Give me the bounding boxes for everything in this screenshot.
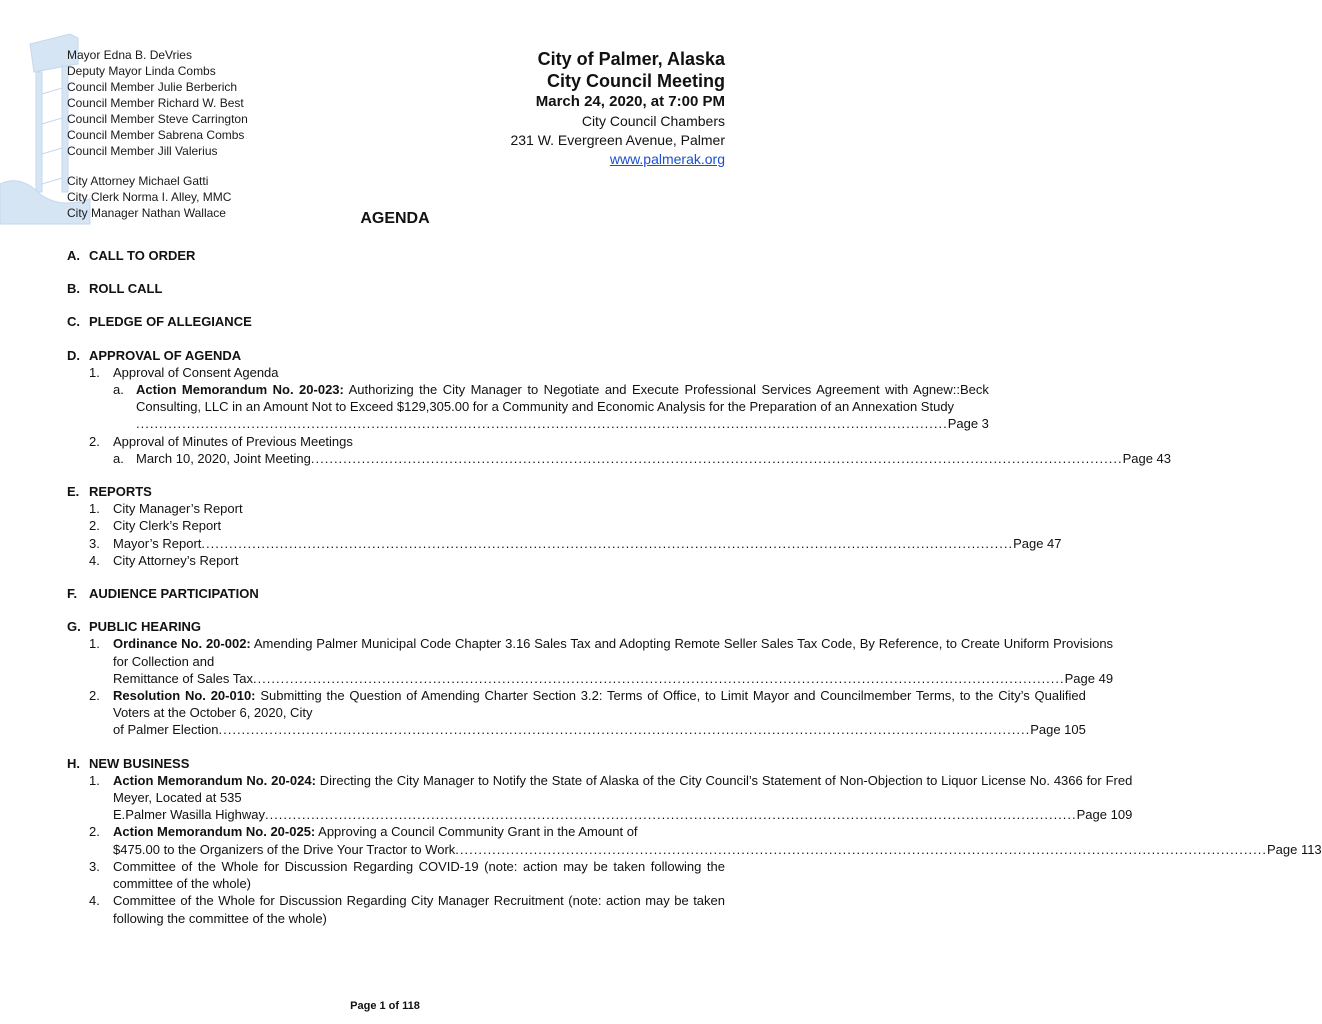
official-council-member: Council Member Steve Carrington — [67, 112, 248, 126]
section-title: NEW BUSINESS — [89, 755, 190, 771]
section-title: PLEDGE OF ALLEGIANCE — [89, 314, 252, 330]
agenda-item: 1. Action Memorandum No. 20-024: Directing the City Manager to Notify the State of Alaska of the City Council’s Statement of Non-Objection to Liquor License No. 4366 for Fred Meyer, Located at 535 E.Palmer Wasilla Highway ..... Page 109 — [89, 772, 725, 824]
agenda-title: AGENDA — [360, 210, 430, 227]
item-text-last-line: $475.00 to the Organizers of the Drive Your Tractor to Work — [113, 841, 456, 857]
item-text-last-line: of Palmer Election — [113, 722, 219, 738]
page-reference[interactable]: Page 49 — [1064, 670, 1114, 686]
item-bold-label: Action Memorandum No. 20-024: — [113, 772, 316, 788]
agenda-item: 2. Resolution No. 20-010: Submitting the Question of Amending Charter Section 3.2: Terms of Office, to Limit Mayor and Councilmember Terms, to the City’s Qualified Voters at the October 6, 2020, City of Palmer Election ..... Page 105 — [89, 687, 725, 739]
page-footer: Page 1 of 118 — [350, 1000, 420, 1012]
agenda-item: 2. City Clerk’s Report — [89, 517, 725, 534]
section-roll-call — [67, 280, 725, 297]
section-letter: H. — [67, 755, 80, 771]
official-council-member: Council Member Sabrena Combs — [67, 128, 245, 142]
section-public-hearing — [67, 618, 1114, 738]
item-text: Approval of Consent Agenda — [113, 364, 279, 380]
page-reference[interactable]: Page 43 — [1122, 450, 1172, 466]
item-bold-label: Ordinance No. 20-002: — [113, 636, 251, 652]
section-approval-of-agenda — [67, 347, 1172, 467]
item-text: Mayor’s Report — [113, 535, 202, 551]
item-text: Approving a Council Community Grant in the Amount of — [315, 824, 638, 840]
section-title: APPROVAL OF AGENDA — [89, 347, 242, 363]
meeting-date: March 24, 2020, at 7:00 PM — [535, 93, 725, 110]
item-text: Submitting the Question of Amending Charter Section 3.2: Terms of Office, to Limit Mayor and Councilmember Terms, to the City’s Qualified Voters at the October 6, 2020, City — [113, 688, 1086, 721]
section-call-to-order — [67, 247, 725, 264]
page-reference[interactable]: Page 47 — [1013, 535, 1062, 551]
item-text-last-line: Remittance of Sales Tax — [113, 670, 253, 686]
section-letter: A. — [67, 248, 80, 263]
agenda-item: 4. Committee of the Whole for Discussion Regarding City Manager Recruitment (note: action may be taken following the committee of the whole) — [89, 893, 725, 926]
officials-list — [67, 47, 248, 221]
agenda-item: 1. City Manager’s Report — [89, 500, 725, 517]
city-name: City of Palmer, Alaska — [537, 49, 725, 69]
item-text: Amending Palmer Municipal Code Chapter 3.16 Sales Tax and Adopting Remote Seller Sales Tax Code, By Reference, to Create Uniform Provisions for Collection and — [113, 636, 1114, 669]
item-text: City Clerk’s Report — [113, 518, 222, 534]
item-text: City Manager’s Report — [113, 501, 243, 517]
item-text: Approval of Minutes of Previous Meetings — [113, 433, 353, 449]
meeting-name: City Council Meeting — [546, 71, 725, 91]
official-city-manager: City Manager Nathan Wallace — [67, 206, 226, 220]
official-council-member: Council Member Julie Berberich — [67, 80, 238, 94]
section-audience-participation — [67, 585, 725, 602]
page-reference[interactable]: Page 109 — [1076, 807, 1133, 823]
official-mayor: Mayor Edna B. DeVries — [67, 48, 192, 62]
official-council-member: Council Member Richard W. Best — [67, 96, 244, 110]
section-title: REPORTS — [89, 484, 152, 500]
item-text: March 10, 2020, Joint Meeting — [136, 450, 311, 466]
item-text: City Attorney’s Report — [113, 552, 239, 568]
item-bold-label: Action Memorandum No. 20-023: — [136, 382, 344, 398]
section-title: PUBLIC HEARING — [89, 619, 201, 635]
page-reference[interactable]: Page 113 — [1266, 841, 1322, 857]
meeting-location: City Council Chambers — [581, 113, 725, 129]
official-council-member: Council Member Jill Valerius — [67, 144, 218, 158]
agenda-item: 4. City Attorney’s Report — [89, 552, 725, 569]
page-reference[interactable]: Page 3 — [947, 416, 989, 432]
item-text: Directing the City Manager to Notify the State of Alaska of the City Council’s Statement of Non-Objection to Liquor License No. 4366 for Fred Meyer, Located at 535 — [113, 772, 1133, 806]
agenda-subitem: a. Action Memorandum No. 20-023: Authorizing the City Manager to Negotiate and Execute Professional Services Agreement with Agnew::Beck Consulting, LLC in an Amount Not to Exceed $129,305.00 for a Community and Economic Analysis for the Preparation of an Annexation Study ..... Page 3 — [113, 381, 725, 433]
section-title: AUDIENCE PARTICIPATION — [89, 586, 259, 602]
item-text-last-line: E.Palmer Wasilla Highway — [113, 807, 265, 823]
official-city-attorney: City Attorney Michael Gatti — [67, 174, 209, 188]
section-reports — [67, 483, 1062, 569]
agenda-item: 2. Action Memorandum No. 20-025: Approving a Council Community Grant in the Amount of $475.00 to the Organizers of the Drive Your Tractor to Work ..... Page 113 — [89, 823, 725, 857]
section-title: ROLL CALL — [89, 281, 163, 297]
agenda-item: 1. Ordinance No. 20-002: Amending Palmer Municipal Code Chapter 3.16 Sales Tax and Adopting Remote Seller Sales Tax Code, By Reference, to Create Uniform Provisions for Collection and Remittance of Sales Tax ..... Page 49 — [89, 635, 725, 687]
section-letter: E. — [67, 484, 80, 500]
item-text: Committee of the Whole for Discussion Regarding COVID-19 (note: action may be taken following the committee of the whole) — [113, 858, 725, 892]
item-text: Committee of the Whole for Discussion Regarding City Manager Recruitment (note: action may be taken following the committee of the whole) — [113, 893, 725, 926]
section-pledge — [67, 313, 725, 330]
section-letter: F. — [67, 586, 78, 602]
agenda-subitem: a. March 10, 2020, Joint Meeting ..... Page 43 — [113, 450, 725, 467]
agenda-body — [67, 247, 1322, 943]
section-letter: C. — [67, 314, 80, 330]
item-bold-label: Action Memorandum No. 20-025: — [113, 824, 316, 840]
section-letter: D. — [67, 347, 80, 363]
section-letter: B. — [67, 281, 80, 297]
agenda-item: 3. Mayor’s Report ..... Page 47 — [89, 535, 725, 552]
item-text: Authorizing the City Manager to Negotiate and Execute Professional Services Agreement with Agnew::Beck Consulting, LLC in an Amount Not to Exceed $129,305.00 for a Community and Economic Analysis for the Preparation of an Annexation Study — [136, 382, 989, 415]
section-title: CALL TO ORDER — [89, 248, 196, 263]
meeting-header — [510, 48, 725, 169]
page-reference[interactable]: Page 105 — [1030, 722, 1086, 738]
meeting-address: 231 W. Evergreen Avenue, Palmer — [510, 132, 725, 148]
agenda-item: 2. Approval of Minutes of Previous Meetings — [89, 433, 725, 450]
official-deputy-mayor: Deputy Mayor Linda Combs — [67, 64, 216, 78]
agenda-item: 3. Committee of the Whole for Discussion Regarding COVID-19 (note: action may be taken following the committee of the whole) — [89, 858, 725, 892]
website-link[interactable]: www.palmerak.org — [609, 151, 725, 167]
agenda-item: 1. Approval of Consent Agenda — [89, 364, 725, 381]
section-letter: G. — [67, 619, 81, 635]
official-city-clerk: City Clerk Norma I. Alley, MMC — [67, 190, 232, 204]
item-bold-label: Resolution No. 20-010: — [113, 688, 256, 704]
section-new-business — [67, 755, 1322, 927]
